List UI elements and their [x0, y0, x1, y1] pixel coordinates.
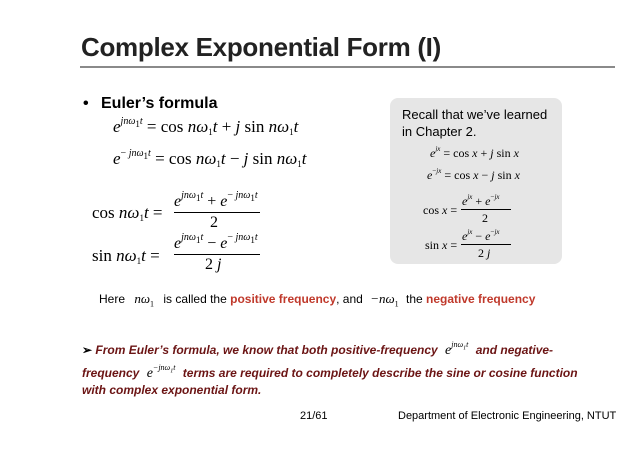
- negative-frequency-label: negative frequency: [426, 292, 536, 306]
- equation-cos-denominator: 2: [210, 214, 218, 231]
- recall-cos-lhs: cos x =: [423, 203, 458, 217]
- note-part-2: and negative-frequency: [82, 343, 554, 380]
- here-the: the: [405, 292, 423, 306]
- note-part-3: terms are required to completely describe the sine or cosine function with complex exponential form.: [82, 366, 578, 397]
- here-prefix: Here: [99, 292, 126, 306]
- arrow-bullet-icon: ➢: [82, 343, 93, 357]
- positive-frequency-label: positive frequency: [230, 292, 337, 306]
- note-positive-exponential: $e^{jn\omega_1t}$: [445, 340, 469, 358]
- recall-line-1: Recall that we’ve learned: [402, 107, 548, 122]
- here-negative-symbol: $-n\omega_1$: [370, 291, 399, 309]
- recall-sin-fraction-line: [461, 244, 511, 245]
- equation-sin-lhs: $\sin n\omega_1t$ =: [92, 246, 160, 266]
- recall-cos-fraction-line: [461, 209, 511, 210]
- equation-sin-numerator: $e^{jn\omega_1t} - e^{- jn\omega_1t}$: [174, 232, 258, 252]
- page-number: 21/61: [300, 410, 328, 422]
- conclusion-note: [82, 336, 602, 399]
- slide-title: Complex Exponential Form (I): [81, 32, 441, 62]
- bullet-marker: •: [83, 95, 89, 112]
- frequency-definition: [99, 291, 535, 309]
- recall-sin-lhs: sin x =: [425, 238, 458, 252]
- equation-cos-lhs: $\cos n\omega_1t$ =: [92, 203, 163, 223]
- recall-line-2: in Chapter 2.: [402, 124, 477, 139]
- here-positive-symbol: $n\omega_1$: [134, 291, 155, 309]
- equation-cos-fraction-line: [174, 212, 260, 213]
- recall-sin-numerator: $e^{jx} - e^{-jx}$: [462, 228, 500, 243]
- equation-sin-denominator: 2 j: [205, 256, 222, 273]
- recall-cos-numerator: $e^{jx} + e^{-jx}$: [462, 193, 500, 208]
- recall-text: [402, 106, 547, 140]
- equation-sin-fraction-line: [174, 254, 260, 255]
- recall-euler-negative: $e^{-jx} = \cos x - j$ sin x: [427, 167, 520, 182]
- department-footer: Department of Electronic Engineering, NTUT: [398, 410, 617, 422]
- bullet-euler: [83, 95, 217, 113]
- recall-cos-denominator: 2: [482, 211, 488, 225]
- recall-sin-denominator: 2 j: [478, 246, 491, 260]
- here-and: , and: [336, 292, 363, 306]
- equation-euler-negative: $e^{- jn\omega_1t} = \cos n\omega_1t - j$ $\sin n\omega_1t$: [113, 148, 307, 169]
- note-negative-exponential: $e^{-jn\omega_1t}$: [146, 363, 176, 381]
- here-mid: is called the: [163, 292, 227, 306]
- equation-cos-numerator: $e^{jn\omega_1t} + e^{- jn\omega_1t}$: [174, 190, 258, 210]
- recall-euler-positive: $e^{jx} = \cos x + j$ sin x: [430, 145, 519, 160]
- note-part-1: From Euler’s formula, we know that both positive-frequency: [95, 343, 438, 357]
- title-rule: [80, 66, 615, 68]
- bullet-label: Euler’s formula: [101, 95, 218, 112]
- equation-euler-positive: $e^{jn\omega_1t} = \cos n\omega_1t + j$ $\sin n\omega_1t$: [113, 116, 299, 137]
